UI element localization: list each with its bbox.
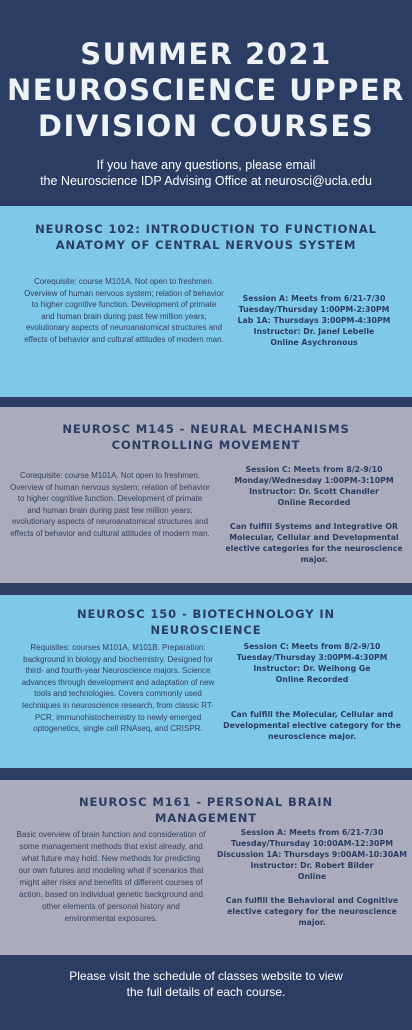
title-line: DIVISION COURSES [37, 109, 375, 143]
footer-line: Please visit the schedule of classes website to view [69, 969, 343, 983]
session-line: Monday/Wednesday 1:00PM-3:10PM [234, 476, 394, 485]
contact-info [0, 157, 412, 189]
course-title: NEUROSC 102: INTRODUCTION TO FUNCTIONAL ANATOMY OF CENTRAL NERVOUS SYSTEM [35, 222, 377, 252]
session-line: Online Asychronous [270, 338, 358, 347]
session-line: Session A: Meets from 6/21-7/30 [242, 294, 386, 303]
session-line: Lab 1A: Thursdays 3:00PM-4:30PM [237, 316, 391, 325]
session-info [222, 641, 402, 685]
title-line: NEUROSCIENCE UPPER [6, 73, 406, 107]
contact-line: the Neuroscience IDP Advising Office at neurosci@ucla.edu [40, 174, 372, 188]
course-title: NEUROSC M161 - PERSONAL BRAIN MANAGEMENT [79, 795, 333, 825]
session-line: Discussion 1A: Thursdays 9:00AM-10:30AM [217, 850, 407, 859]
page-header [0, 0, 412, 206]
course-description: Corequisite: course M101A. Not open to freshmen. Overview of human nervous system; relation of behavior to higher cognitive function. Development of primate and human brain during past few million years; evolutionary aspects of neuroanatomical structures and effects of behavior and cultural attitudes of modern man. [10, 471, 210, 538]
page-title [0, 36, 412, 144]
course-title: NEUROSC 150 - BIOTECHNOLOGY IN NEUROSCIENCE [76, 607, 336, 637]
session-line: Tuesday/Thursday 10:00AM-12:30PM [231, 839, 393, 848]
session-info [228, 293, 400, 348]
elective-note: Can fulfill the Behavioral and Cognitive elective category for the neuroscience major. [225, 896, 399, 927]
session-line: Tuesday/Thursday 1:00PM-2:30PM [238, 305, 390, 314]
course-description: Requisites: courses M101A, M101B. Preparation: background in biology and biochemistry. Designed for third- and fourth-year Neuroscience majors. Science advances through development and adaptation of new tools and technologies. Covers commonly used techniques in neuroscience research, from classic RT-PCR, immunohistochemistry to newly emerged optogenetics, single cell RNAseq, and CRISPR. [21, 643, 215, 734]
course-description: Corequisite: course M101A. Not open to freshmen. Overview of human nervous system; relation of behavior to higher cognitive function. Development of primate and human brain during past few million years; evolutionary aspects of neuroanatomical structures and effects of behavior and cultural attitudes of modern man. [24, 277, 224, 344]
session-line: Online Recorded [277, 498, 351, 507]
session-info [212, 827, 412, 882]
contact-line: If you have any questions, please email [96, 158, 316, 172]
page-footer [0, 968, 412, 1000]
course-description: Basic overview of brain function and consideration of some management methods that exist already, and what future may hold. New methods for predicting our own futures and modeling what if scenarios that might alter risks and benefits of different courses of action, based on individual genetic background and other elements of personal history and environmental exposures. [16, 830, 206, 923]
course-title: NEUROSC M145 - NEURAL MECHANISMS CONTROLLING MOVEMENT [62, 422, 350, 452]
elective-note: Can fulfill Systems and Integrative OR Molecular, Cellular and Developmental elective categories for the neuroscience major. [225, 522, 403, 564]
session-info [224, 464, 404, 508]
elective-note: Can fulfill the Molecular, Cellular and Developmental elective category for the neuroscience major. [223, 710, 401, 741]
course-card-neurosc-102 [0, 206, 412, 397]
session-line: Online Recorded [275, 675, 349, 684]
session-line: Session C: Meets from 8/2-9/10 [245, 465, 383, 474]
session-line: Online [297, 872, 327, 881]
footer-line: the full details of each course. [126, 985, 286, 999]
session-line: Session A: Meets from 6/21-7/30 [240, 828, 384, 837]
session-line: Session C: Meets from 8/2-9/10 [243, 642, 381, 651]
course-card-neurosc-m145 [0, 407, 412, 583]
course-card-neurosc-150 [0, 595, 412, 768]
session-line: Tuesday/Thursday 3:00PM-4:30PM [236, 653, 388, 662]
session-line: Instructor: Dr. Scott Chandler [249, 487, 379, 496]
title-line: SUMMER 2021 [80, 37, 332, 71]
session-line: Instructor: Dr. Weihong Ge [253, 664, 371, 673]
course-card-neurosc-m161 [0, 780, 412, 955]
session-line: Instructor: Dr. Robert Bilder [250, 861, 374, 870]
session-line: Instructor: Dr. Janel Lebelle [253, 327, 375, 336]
